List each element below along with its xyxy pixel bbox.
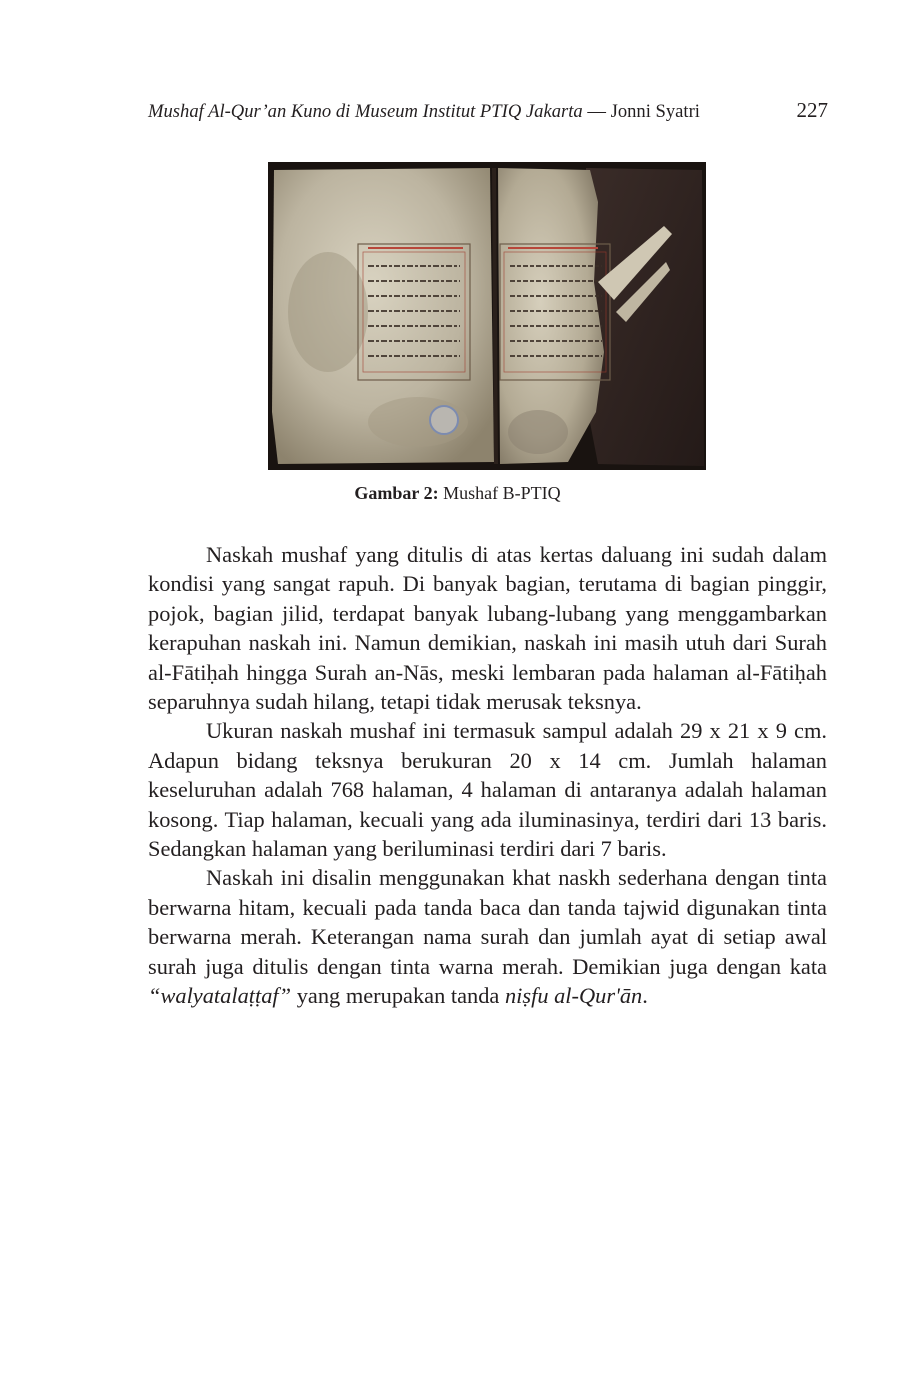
paragraph-3-part-a: Naskah ini disalin menggunakan khat naskh sederhana dengan tinta berwarna hitam, kecuali pada tanda baca dan tanda tajwid digunakan tinta berwarna merah. Keterangan nama surah dan jumlah ayat di setiap awal surah juga ditulis dengan tinta warna merah. Demikian juga dengan kata xyxy=(148,865,827,979)
running-title: Mushaf Al-Qur’an Kuno di Museum Institut PTIQ Jakarta xyxy=(148,101,583,122)
title-separator: — xyxy=(582,101,611,122)
figure-caption xyxy=(0,483,915,504)
paragraph-3 xyxy=(148,863,827,1010)
author-name: Jonni Syatri xyxy=(610,101,700,122)
body-text xyxy=(148,540,827,1011)
running-title-line xyxy=(148,101,700,123)
page-number: 227 xyxy=(796,98,828,122)
paragraph-1: Naskah mushaf yang ditulis di atas kertas daluang ini sudah dalam kondisi yang sangat rapuh. Di banyak bagian, terutama di bagian pinggir, pojok, bagian jilid, terdapat banyak lubang-lubang yang menggambarkan kerapuhan naskah ini. Namun demikian, naskah ini masih utuh dari Surah al-Fātiḥah hingga Surah an-Nās, meski lembaran pada halaman al-Fātiḥah separuhnya sudah hilang, tetapi tidak merusak teksnya. xyxy=(148,542,827,715)
figure-caption-text: Mushaf B-PTIQ xyxy=(443,483,561,503)
figure-label: Gambar 2: xyxy=(354,483,439,503)
paragraph-3-part-c: . xyxy=(642,983,648,1009)
term-walyatalattaf: “walyatalaṭṭaf” xyxy=(148,983,292,1009)
paragraph-3-part-b: yang merupakan tanda xyxy=(291,983,505,1009)
manuscript-illustration xyxy=(268,162,706,470)
manuscript-photo xyxy=(268,162,706,470)
running-header xyxy=(148,98,828,123)
paragraph-2: Ukuran naskah mushaf ini termasuk sampul adalah 29 x 21 x 9 cm. Adapun bidang teksnya berukuran 20 x 14 cm. Jumlah halaman keseluruhan adalah 768 halaman, 4 halaman di antaranya adalah halaman kosong. Tiap halaman, kecuali yang ada iluminasinya, terdiri dari 13 baris. Sedangkan halaman yang beriluminasi terdiri dari 7 baris. xyxy=(148,718,827,862)
term-nisfu-al-quran: niṣfu al-Qur'ān xyxy=(504,983,643,1009)
